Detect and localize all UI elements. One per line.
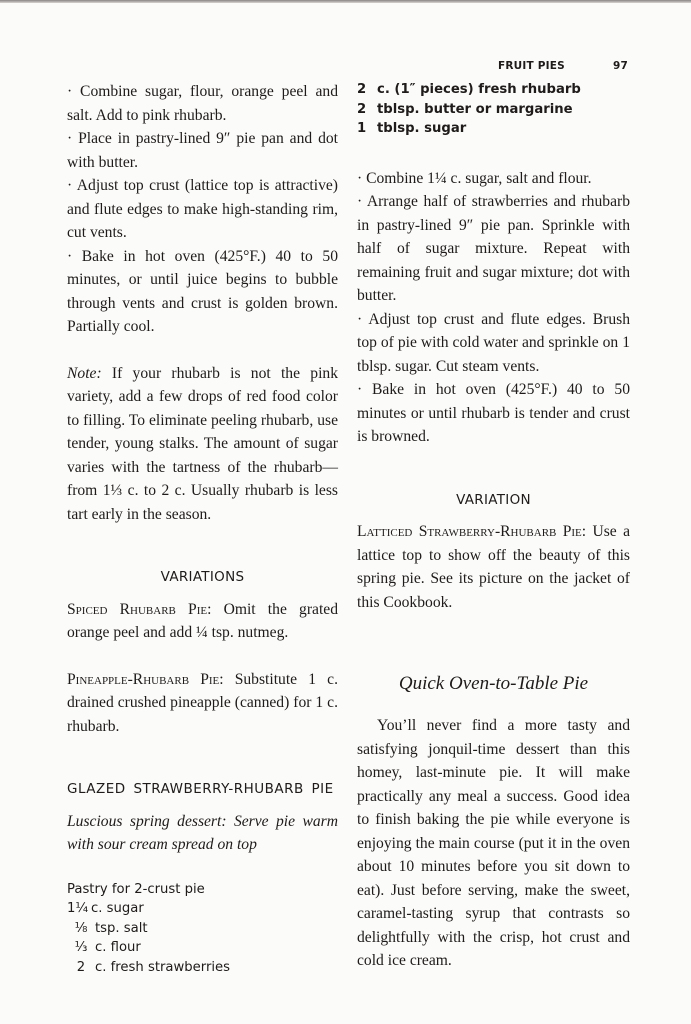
ingredient-qty: ⅓	[74, 940, 88, 955]
variation-name: Spiced Rhubarb Pie:	[67, 600, 212, 618]
ingredient-item: c. flour	[95, 940, 141, 955]
ingredient-item: tblsp. butter or margarine	[377, 101, 573, 117]
next-recipe-title: Quick Oven-to-Table Pie	[398, 673, 589, 694]
ingredient	[67, 958, 338, 978]
variation-name: Latticed Strawberry-Rhubarb Pie:	[357, 523, 587, 540]
ingredient-text: Pastry for 2-crust pie	[67, 881, 205, 897]
step: · Bake in hot oven (425°F.) 40 to 50 minutes or until rhubarb is tender and crust is browned.	[357, 381, 630, 445]
ingredient-item: tblsp. sugar	[377, 121, 467, 136]
variation-text: Substitute 1 c. drained crushed pineapple (canned) for 1 c. rhubarb.	[67, 670, 338, 735]
left-column	[67, 80, 338, 977]
ingredient-qty: 1	[357, 121, 367, 136]
section-title: FRUIT PIES	[498, 60, 565, 72]
note-label: Note:	[67, 364, 102, 382]
ingredient-qty: 2	[357, 82, 367, 97]
ingredient-item: c. fresh strawberries	[95, 959, 231, 975]
step: · Arrange half of strawberries and rhubarb in pastry-lined 9″ pie pan. Sprinkle with half of sugar mixture. Repeat with remaining fruit and sugar mixture; dot with butter.	[357, 193, 630, 304]
ingredients-intro	[67, 880, 338, 900]
page-number: 97	[613, 60, 629, 72]
recipe-subtitle: Luscious spring dessert: Serve pie warm with sour cream spread on top	[67, 812, 338, 853]
ingredient-qty: 2	[357, 101, 367, 117]
ingredient-item: c. sugar	[91, 901, 144, 916]
next-recipe-intro: You’ll never find a more tasty and satisfying jonquil-time dessert than this homey, last-minute pie. It will make practically any meal a success. Good idea to finish baking the pie while everyone is enjoying the main course (put it in the oven about 10 minutes before you sit down to eat). Just before serving, make the sweet, caramel-tasting syrup that contrasts so delightfully with the crisp, hot crust and cold ice cream.	[357, 717, 630, 969]
right-column	[357, 80, 630, 973]
recipe-title: GLAZED STRAWBERRY-RHUBARB PIE	[67, 781, 334, 797]
ingredient	[67, 919, 338, 939]
variation-text: Omit the grated orange peel and add ¼ tsp. nutmeg.	[67, 600, 338, 641]
variation-heading: VARIATION	[456, 491, 531, 508]
step: · Adjust top crust (lattice top is attractive) and flute edges to make high-standing rim, cut vents.	[67, 177, 338, 241]
note-text: If your rhubarb is not the pink variety, add a few drops of red food color to filling. To eliminate peeling rhubarb, use tender, young stalks. The amount of sugar varies with the tartness of the rhubarb—from 1⅓ c. to 2 c. Usually rhubarb is less tart early in the season.	[67, 364, 338, 523]
variation-pineapple	[67, 668, 338, 739]
variation-text: Use a lattice top to show off the beauty of this spring pie. See its picture on the jacket of this Cookbook.	[357, 523, 630, 611]
step: · Adjust top crust and flute edges. Brush top of pie with cold water and sprinkle on 1 tblsp. sugar. Cut steam vents.	[357, 310, 630, 375]
step: · Combine sugar, flour, orange peel and salt. Add to pink rhubarb.	[67, 83, 338, 124]
variation-latticed	[357, 520, 630, 614]
ingredient	[67, 899, 338, 919]
ingredient	[357, 100, 630, 120]
ingredient-item: c. (1″ pieces) fresh rhubarb	[377, 82, 581, 97]
step: · Bake in hot oven (425°F.) 40 to 50 minutes, or until juice begins to bubble through vents and crust is golden brown. Partially cool.	[67, 247, 338, 335]
step: · Combine 1¼ c. sugar, salt and flour.	[357, 169, 592, 187]
ingredient-item: tsp. salt	[95, 920, 148, 936]
step: · Place in pastry-lined 9″ pie pan and dot with butter.	[67, 130, 338, 171]
ingredient	[67, 938, 338, 958]
ingredient-qty: 2	[76, 959, 86, 975]
ingredient	[357, 80, 630, 100]
variation-name: Pineapple-Rhubarb Pie:	[67, 670, 224, 688]
page-top-edge	[0, 0, 691, 3]
ingredient-qty: 1¼	[67, 901, 89, 916]
ingredient	[357, 119, 630, 139]
variation-spiced	[67, 598, 338, 645]
variations-heading: VARIATIONS	[160, 569, 245, 585]
ingredient-qty: ⅛	[74, 920, 88, 936]
note	[67, 362, 338, 527]
